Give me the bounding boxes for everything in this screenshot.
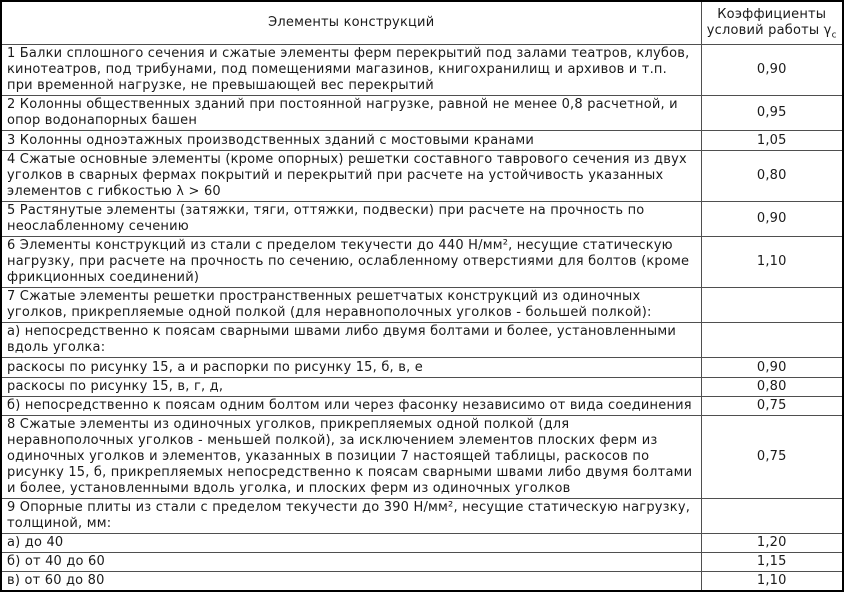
table-body [1, 45, 843, 592]
element-description: 9 Опорные плиты из стали с пределом текучести до 390 Н/мм², несущие статическую нагрузку, толщиной, мм: [1, 499, 701, 534]
element-description: раскосы по рисунку 15, в, г, д, [1, 378, 701, 397]
coefficient-value [701, 323, 843, 358]
element-description: 5 Растянутые элементы (затяжки, тяги, оттяжки, подвески) при расчете на прочность по неослабленному сечению [1, 202, 701, 237]
element-description: в) от 60 до 80 [1, 572, 701, 592]
coefficient-value: 1,05 [701, 131, 843, 151]
element-description: б) от 40 до 60 [1, 553, 701, 572]
table-row [1, 378, 843, 397]
coefficient-value: 0,90 [701, 202, 843, 237]
table-row [1, 416, 843, 499]
header-elements [1, 1, 701, 45]
table-row [1, 151, 843, 202]
table-row [1, 45, 843, 96]
table-header [1, 1, 843, 45]
table-row [1, 237, 843, 288]
element-description: раскосы по рисунку 15, а и распорки по рисунку 15, б, в, е [1, 358, 701, 378]
coefficient-value: 0,80 [701, 151, 843, 202]
header-coefficient-line1: Коэффициенты [717, 7, 827, 22]
header-coefficient-line2: условий работы γ [706, 23, 832, 38]
coefficient-value: 1,15 [701, 553, 843, 572]
element-description: а) до 40 [1, 534, 701, 553]
table-row [1, 397, 843, 416]
table-row [1, 323, 843, 358]
element-description: 3 Колонны одноэтажных производственных зданий с мостовыми кранами [1, 131, 701, 151]
coefficient-value [701, 288, 843, 323]
element-description: 4 Сжатые основные элементы (кроме опорных) решетки составного таврового сечения из двух уголков в сварных фермах покрытий и перекрытий при расчете на устойчивость указанных элементов с гибкостью λ > 60 [1, 151, 701, 202]
element-description: 8 Сжатые элементы из одиночных уголков, прикрепляемых одной полкой (для неравнополочных уголков - меньшей полкой), за исключением элементов плоских ферм из одиночных уголков и элементов, указанных в позиции 7 настоящей таблицы, раскосов по рисунку 15, б, прикрепляемых непосредственно к поясам сварными швами либо двумя болтами и более, установленными вдоль уголка, и плоских ферм из одиночных уголков [1, 416, 701, 499]
coefficient-value: 0,75 [701, 397, 843, 416]
coefficient-value: 1,10 [701, 237, 843, 288]
coefficient-value [701, 499, 843, 534]
coefficient-value: 1,10 [701, 572, 843, 592]
coefficient-value: 0,80 [701, 378, 843, 397]
coefficient-value: 0,75 [701, 416, 843, 499]
coefficient-value: 0,90 [701, 45, 843, 96]
table-row [1, 96, 843, 131]
element-description: 6 Элементы конструкций из стали с пределом текучести до 440 Н/мм², несущие статическую нагрузку, при расчете на прочность по сечению, ослабленному отверстиями для болтов (кроме фрикционных соединений) [1, 237, 701, 288]
coefficient-value: 0,95 [701, 96, 843, 131]
header-row [1, 1, 843, 45]
element-description: 2 Колонны общественных зданий при постоянной нагрузке, равной не менее 0,8 расчетной, и опор водонапорных башен [1, 96, 701, 131]
header-elements-label: Элементы конструкций [268, 15, 435, 30]
table-row [1, 131, 843, 151]
table-row [1, 499, 843, 534]
element-description: а) непосредственно к поясам сварными швами либо двумя болтами и более, установленными вдоль уголка: [1, 323, 701, 358]
table-row [1, 553, 843, 572]
table-row [1, 358, 843, 378]
gamma-subscript: c [831, 30, 837, 41]
element-description: б) непосредственно к поясам одним болтом или через фасонку независимо от вида соединения [1, 397, 701, 416]
header-coefficient [701, 1, 843, 45]
element-description: 1 Балки сплошного сечения и сжатые элементы ферм перекрытий под залами театров, клубов, кинотеатров, под трибунами, под помещениями магазинов, книгохранилищ и архивов и т.п. при временной нагрузке, не превышающей вес перекрытий [1, 45, 701, 96]
table-row [1, 534, 843, 553]
table-row [1, 288, 843, 323]
table-row [1, 202, 843, 237]
element-description: 7 Сжатые элементы решетки пространственных решетчатых конструкций из одиночных уголков, прикрепляемые одной полкой (для неравнополочных уголков - большей полкой): [1, 288, 701, 323]
coefficient-value: 0,90 [701, 358, 843, 378]
table-row [1, 572, 843, 592]
coefficient-value: 1,20 [701, 534, 843, 553]
